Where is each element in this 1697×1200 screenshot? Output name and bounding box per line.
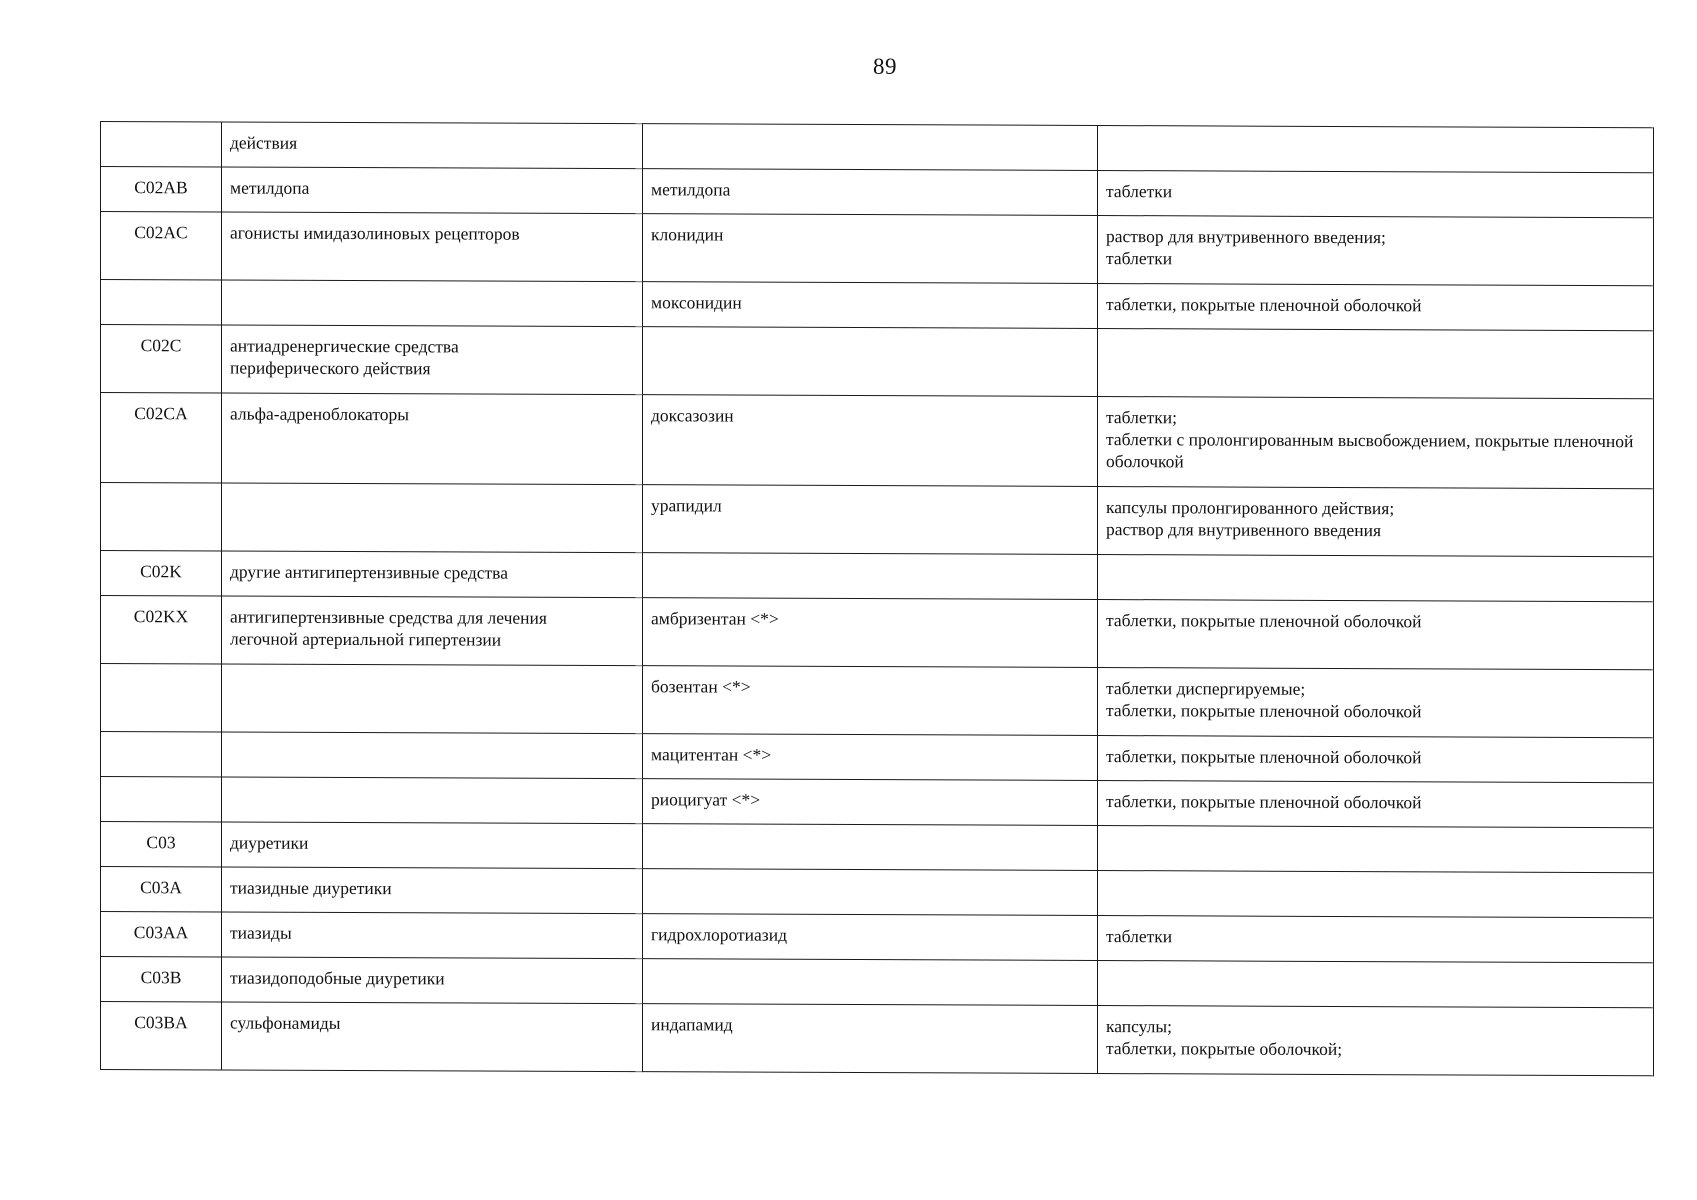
drug-name-cell: клонидин [643,214,1098,284]
drug-name-cell [643,824,1098,871]
pharmacological-group-cell [222,664,643,734]
pharmacological-group-cell: антиадренергические средства периферического действия [222,325,643,395]
pharmacological-group-cell [222,777,643,824]
table-row [101,664,1654,738]
drug-name-cell [643,959,1098,1006]
drug-name-cell: доксазозин [643,395,1098,487]
table-row [101,393,1654,489]
atc-code-cell: C02K [101,551,222,596]
table-row [101,167,1654,218]
table-row [101,280,1654,331]
atc-code-cell: C03AA [101,912,222,957]
drug-name-cell: урапидил [643,485,1098,555]
pharmacological-group-cell: другие антигипертензивные средства [222,551,643,598]
atc-code-cell: C03A [101,867,222,912]
dosage-form-cell: таблетки, покрытые пленочной оболочкой [1098,600,1654,670]
atc-code-cell: C02AB [101,167,222,212]
table-row [101,957,1654,1008]
dosage-form-cell: капсулы пролонгированного действия; раствор для внутривенного введения [1098,487,1654,557]
table-row [101,212,1654,286]
drug-name-cell [643,869,1098,916]
drug-name-cell: моксонидин [643,282,1098,329]
dosage-form-cell [1098,555,1654,602]
drug-name-cell [643,124,1098,171]
table-row [101,777,1654,828]
pharmacological-group-cell: тиазидные диуретики [222,867,643,914]
atc-code-cell [101,777,222,822]
page-number: 89 [873,54,897,79]
drug-name-cell: метилдопа [643,169,1098,216]
dosage-form-cell: таблетки [1098,916,1654,963]
atc-code-cell [101,483,222,551]
pharmacological-group-cell: действия [222,122,643,169]
drug-name-cell: индапамид [643,1004,1098,1074]
drug-name-cell [643,553,1098,600]
atc-code-cell [101,664,222,732]
drug-classification-table [100,121,1654,1076]
atc-code-cell: C02CA [101,393,222,483]
table-row [101,1002,1654,1076]
dosage-form-cell: капсулы; таблетки, покрытые оболочкой; [1098,1006,1654,1076]
dosage-form-cell [1098,871,1654,918]
table-row [101,122,1654,173]
table-row [101,912,1654,963]
table-row [101,867,1654,918]
pharmacological-group-cell [222,732,643,779]
drug-name-cell: гидрохлоротиазид [643,914,1098,961]
atc-code-cell [101,280,222,325]
drug-name-cell: амбризентан <*> [643,598,1098,668]
dosage-form-cell: раствор для внутривенного введения; таблетки [1098,216,1654,286]
table-row [101,325,1654,399]
atc-code-cell [101,732,222,777]
drug-name-cell: мацитентан <*> [643,734,1098,781]
dosage-form-cell: таблетки, покрытые пленочной оболочкой [1098,284,1654,331]
dosage-form-cell [1098,126,1654,173]
pharmacological-group-cell: сульфонамиды [222,1002,643,1072]
dosage-form-cell: таблетки, покрытые пленочной оболочкой [1098,781,1654,828]
dosage-form-cell: таблетки, покрытые пленочной оболочкой [1098,736,1654,783]
table-row [101,732,1654,783]
table-row [101,551,1654,602]
dosage-form-cell [1098,826,1654,873]
pharmacological-group-cell: агонисты имидазолиновых рецепторов [222,212,643,282]
atc-code-cell [101,122,222,167]
drug-name-cell [643,327,1098,397]
pharmacological-group-cell: тиазиды [222,912,643,959]
pharmacological-group-cell [222,483,643,553]
atc-code-cell: C02KX [101,596,222,664]
pharmacological-group-cell: альфа-адреноблокаторы [222,393,643,485]
drug-name-cell: бозентан <*> [643,666,1098,736]
table-row [101,822,1654,873]
dosage-form-cell: таблетки диспергируемые; таблетки, покрытые пленочной оболочкой [1098,668,1654,738]
dosage-form-cell: таблетки; таблетки с пролонгированным высвобождением, покрытые пленочной оболочкой [1098,397,1654,489]
dosage-form-cell [1098,329,1654,399]
atc-code-cell: C02C [101,325,222,393]
pharmacological-group-cell: метилдопа [222,167,643,214]
pharmacological-group-cell: антигипертензивные средства для лечения легочной артериальной гипертензии [222,596,643,666]
pharmacological-group-cell [222,280,643,327]
drug-name-cell: риоцигуат <*> [643,779,1098,826]
dosage-form-cell: таблетки [1098,171,1654,218]
pharmacological-group-cell: диуретики [222,822,643,869]
table-row [101,596,1654,670]
atc-code-cell: C03 [101,822,222,867]
atc-code-cell: C03B [101,957,222,1002]
atc-code-cell: C03BA [101,1002,222,1070]
table-row [101,483,1654,557]
atc-code-cell: C02AC [101,212,222,280]
pharmacological-group-cell: тиазидоподобные диуретики [222,957,643,1004]
dosage-form-cell [1098,961,1654,1008]
